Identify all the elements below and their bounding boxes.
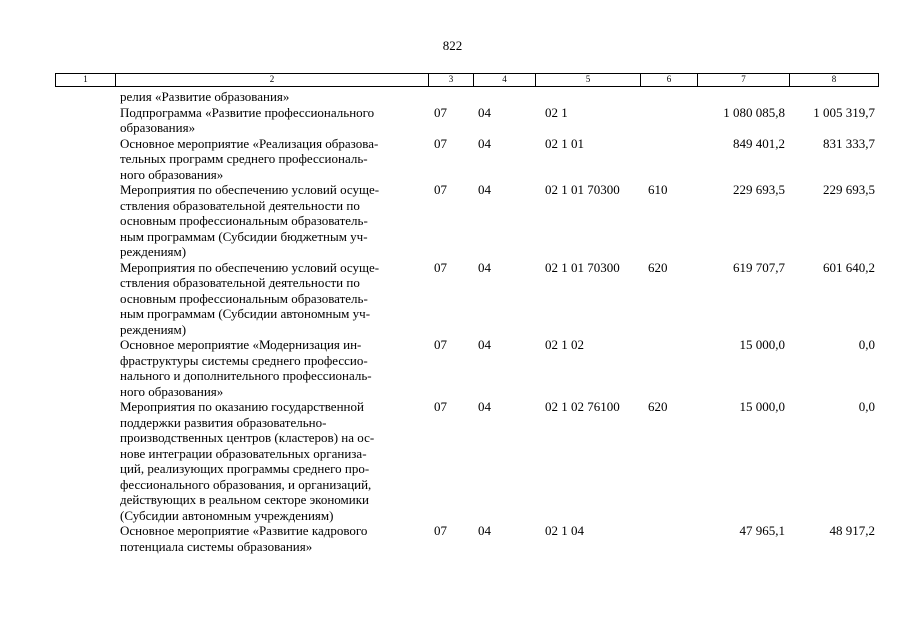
row-target-article: 02 1 bbox=[545, 104, 568, 120]
header-col-8: 8 bbox=[790, 74, 879, 86]
row-expense-type: 620 bbox=[648, 259, 668, 275]
row-target-article: 02 1 01 70300 bbox=[545, 259, 620, 275]
table-row bbox=[0, 399, 905, 523]
header-col-1: 1 bbox=[56, 74, 116, 86]
header-col-4: 4 bbox=[474, 74, 536, 86]
table-row bbox=[0, 105, 905, 136]
row-amount-1: 849 401,2 bbox=[733, 135, 785, 151]
row-subsection: 04 bbox=[478, 135, 491, 151]
row-subsection: 04 bbox=[478, 259, 491, 275]
row-section: 07 bbox=[434, 135, 447, 151]
row-subsection: 04 bbox=[478, 337, 491, 352]
row-name: Мероприятия по обеспечению условий осуще- ствления образовательной деятельности по основным профессиональным образователь- ным программам (Субсидии автономным уч- реждениям) bbox=[120, 259, 380, 337]
row-amount-2: 1 005 319,7 bbox=[813, 104, 875, 120]
table-row bbox=[0, 136, 905, 183]
row-amount-1: 619 707,7 bbox=[733, 259, 785, 275]
row-section: 07 bbox=[434, 399, 447, 414]
row-amount-2: 601 640,2 bbox=[823, 259, 875, 275]
row-subsection: 04 bbox=[478, 182, 491, 197]
row-subsection: 04 bbox=[478, 104, 491, 120]
row-amount-2: 0,0 bbox=[858, 337, 875, 352]
row-amount-1: 15 000,0 bbox=[739, 399, 785, 414]
row-target-article: 02 1 04 bbox=[545, 523, 584, 538]
row-section: 07 bbox=[434, 104, 447, 120]
page-number: 822 bbox=[442, 38, 463, 53]
row-amount-1: 47 965,1 bbox=[739, 523, 785, 538]
header-col-5: 5 bbox=[536, 74, 641, 86]
table-body bbox=[0, 89, 905, 554]
row-amount-1: 15 000,0 bbox=[739, 337, 785, 352]
row-name: Мероприятия по оказанию государственной поддержки развития образовательно- производственных центров (кластеров) на ос- нове интеграции образовательных организа- ций, реализующих программы среднего про- фессионального образования, и организаций, действующих в реальном секторе экономики (Субсидии автономным учреждениям) bbox=[120, 399, 375, 523]
row-name: Основное мероприятие «Развитие кадрового потенциала системы образования» bbox=[120, 523, 368, 554]
table-row bbox=[0, 89, 905, 105]
row-name: релия «Развитие образования» bbox=[120, 89, 290, 104]
row-name: Мероприятия по обеспечению условий осуще- ствления образовательной деятельности по основным профессиональным образователь- ным программам (Субсидии бюджетным уч- реждениям) bbox=[120, 182, 380, 259]
row-expense-type: 620 bbox=[648, 399, 668, 414]
row-name: Основное мероприятие «Реализация образова- тельных программ среднего профессиональ- ного образования» bbox=[120, 135, 379, 182]
row-section: 07 bbox=[434, 523, 447, 538]
row-name: Подпрограмма «Развитие профессионального образования» bbox=[120, 104, 375, 135]
table-row bbox=[0, 260, 905, 338]
table-row bbox=[0, 337, 905, 399]
row-section: 07 bbox=[434, 337, 447, 352]
table-header-row bbox=[55, 73, 879, 87]
row-target-article: 02 1 02 bbox=[545, 337, 584, 352]
table-row bbox=[0, 182, 905, 260]
row-name: Основное мероприятие «Модернизация ин- фраструктуры системы среднего профессио- нального и дополнительного профессиональ- ного образования» bbox=[120, 337, 372, 399]
row-amount-2: 0,0 bbox=[858, 399, 875, 414]
row-target-article: 02 1 01 70300 bbox=[545, 182, 620, 197]
header-col-6: 6 bbox=[641, 74, 698, 86]
row-amount-2: 229 693,5 bbox=[823, 182, 875, 197]
row-amount-2: 831 333,7 bbox=[823, 135, 875, 151]
header-col-3: 3 bbox=[429, 74, 474, 86]
row-expense-type: 610 bbox=[648, 182, 668, 197]
row-section: 07 bbox=[434, 182, 447, 197]
header-col-2: 2 bbox=[116, 74, 429, 86]
row-target-article: 02 1 02 76100 bbox=[545, 399, 620, 414]
header-col-7: 7 bbox=[698, 74, 790, 86]
table-row bbox=[0, 523, 905, 554]
row-section: 07 bbox=[434, 259, 447, 275]
row-target-article: 02 1 01 bbox=[545, 135, 584, 151]
row-subsection: 04 bbox=[478, 399, 491, 414]
row-amount-2: 48 917,2 bbox=[829, 523, 875, 538]
row-amount-1: 1 080 085,8 bbox=[723, 104, 785, 120]
row-subsection: 04 bbox=[478, 523, 491, 538]
row-amount-1: 229 693,5 bbox=[733, 182, 785, 197]
